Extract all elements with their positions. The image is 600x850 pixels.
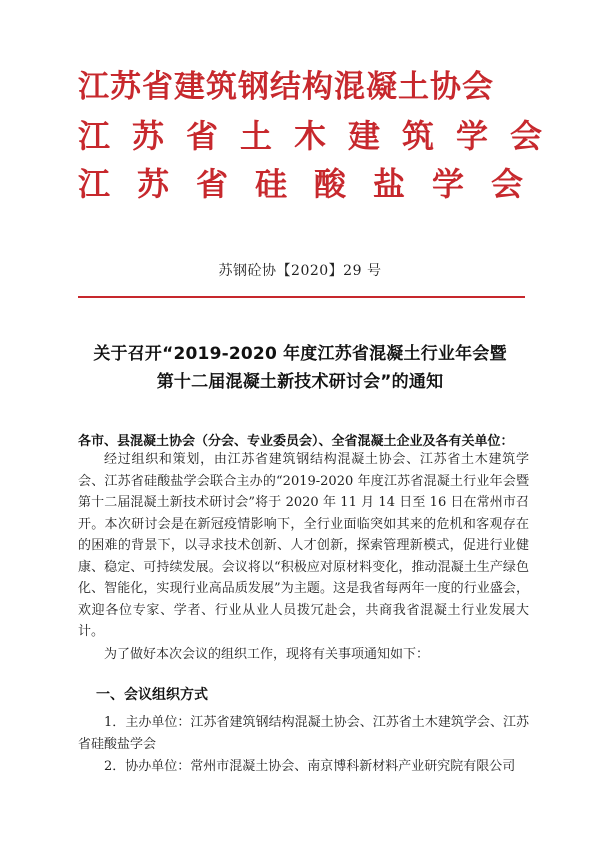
notice-title-line-2: 第十二届混凝土新技术研讨会”的通知	[156, 372, 444, 392]
issuing-organizations-header	[78, 69, 565, 203]
header-org-3: 江苏省硅酸盐学会	[78, 165, 551, 203]
body-paragraph-2: 为了做好本次会议的组织工作，现将有关事项通知如下：	[104, 647, 430, 662]
red-divider-line	[78, 296, 525, 298]
body-paragraph-1: 经过组织和策划，由江苏省建筑钢结构混凝土协会、江苏省土木建筑学会、江苏省硅酸盐学会联合主办的“2019-2020 年度江苏省混凝土行业年会暨第十二届混凝土新技术研讨会”将于 2020 年 11 月 14 日至 16 日在常州市召开。本次研讨会是在新冠疫情影响下，全行业面临突如其来的危机和客观存在的困难的背景下，以寻求技术创新、人才创新，探索管理新模式，促进行业健康、稳定、可持续发展。会议将以“积极应对原材料变化，推动混凝土生产绿色化、智能化，实现行业高品质发展”为主题。这是我省每两年一度的行业盛会，欢迎各位专家、学者、行业从业人员拨冗赴会，共商我省混凝土行业发展大计。	[78, 452, 529, 639]
notice-title	[0, 340, 600, 396]
section-heading-organization: 一、会议组织方式	[96, 687, 208, 703]
list-item-co-host: 2．协办单位：常州市混凝土协会、南京博科新材料产业研究院有限公司	[104, 759, 516, 774]
notice-title-line-1: 关于召开“2019-2020 年度江苏省混凝土行业年会暨	[93, 344, 507, 364]
header-org-2: 江苏省土木建筑学会	[78, 117, 565, 155]
list-item-host: 1．主办单位：江苏省建筑钢结构混凝土协会、江苏省土木建筑学会、江苏省硅酸盐学会	[78, 715, 529, 752]
header-org-1: 江苏省建筑钢结构混凝土协会	[78, 69, 494, 105]
salutation: 各市、县混凝土协会（分会、专业委员会）、全省混凝土企业及各有关单位：	[78, 434, 514, 449]
document-number: 苏钢砼协【2020】29 号	[218, 263, 382, 279]
